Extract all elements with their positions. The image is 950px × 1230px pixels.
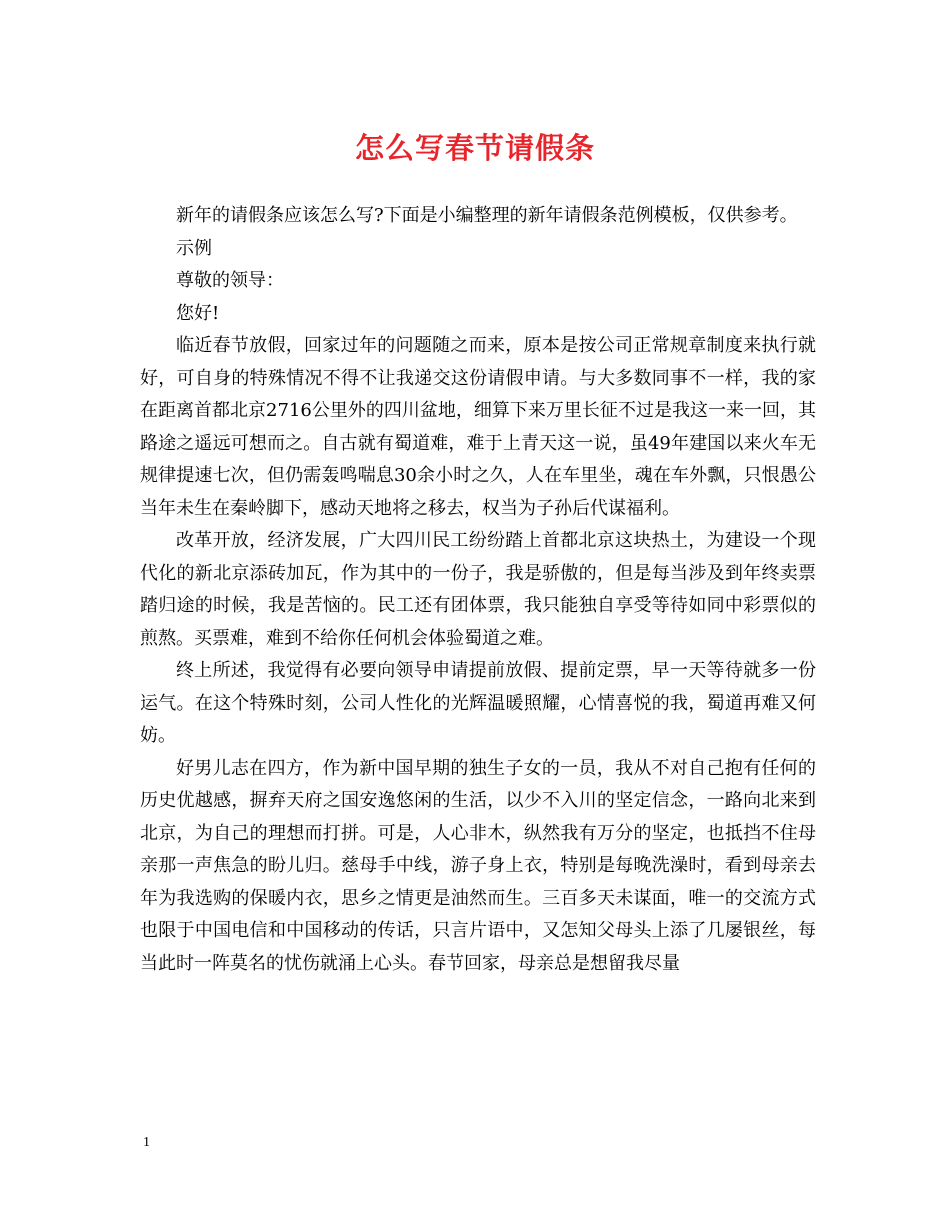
paragraph-greeting: 您好! <box>176 302 220 324</box>
paragraph-example-label: 示例 <box>176 237 212 259</box>
document-body <box>140 200 816 980</box>
page-number: 1 <box>143 1135 150 1150</box>
paragraph-body-4: 好男儿志在四方，作为新中国早期的独生子女的一员，我从不对自己抱有任何的历史优越感，摒弃天府之国安逸悠闲的生活，以少不入川的坚定信念，一路向北来到北京，为自己的理想而打拼。可是，人心非木，纵然我有万分的坚定，也抵挡不住母亲那一声焦急的盼儿归。慈母手中线，游子身上衣，特别是每晚洗澡时，看到母亲去年为我选购的保暖内衣，思乡之情更是油然而生。三百多天未谋面，唯一的交流方式也限于中国电信和中国移动的传话，只言片语中，又怎知父母头上添了几屡银丝，每当此时一阵莫名的忧伤就涌上心头。春节回家，母亲总是想留我尽量 <box>140 757 816 974</box>
paragraph-salutation: 尊敬的领导： <box>176 270 284 291</box>
paragraph-body-2: 改革开放，经济发展，广大四川民工纷纷踏上首都北京这块热土，为建设一个现代化的新北京添砖加瓦，作为其中的一份子，我是骄傲的，但是每当涉及到年终卖票踏归途的时候，我是苦恼的。民工还有团体票，我只能独自享受等待如同中彩票似的煎熬。买票难，难到不给你任何机会体验蜀道之难。 <box>140 530 816 649</box>
document-title: 怎么写春节请假条 <box>354 131 595 165</box>
paragraph-body-3: 终上所述，我觉得有必要向领导申请提前放假、提前定票，早一天等待就多一份运气。在这个特殊时刻，公司人性化的光辉温暖照耀，心情喜悦的我，蜀道再难又何妨。 <box>140 660 816 746</box>
paragraph-body-1: 临近春节放假，回家过年的问题随之而来，原本是按公司正常规章制度来执行就好，可自身的特殊情况不得不让我递交这份请假申请。与大多数同事不一样，我的家在距离首都北京2716公里外的四川盆地，细算下来万里长征不过是我这一来一回，其路途之遥远可想而之。自古就有蜀道难，难于上青天这一说，虽49年建国以来火车无规律提速七次，但仍需轰鸣喘息30余小时之久，人在车里坐，魂在车外飘，只恨愚公当年未生在秦岭脚下，感动天地将之移去，权当为子孙后代谋福利。 <box>140 335 816 519</box>
paragraph-intro: 新年的请假条应该怎么写?下面是小编整理的新年请假条范例模板，仅供参考。 <box>176 205 798 226</box>
